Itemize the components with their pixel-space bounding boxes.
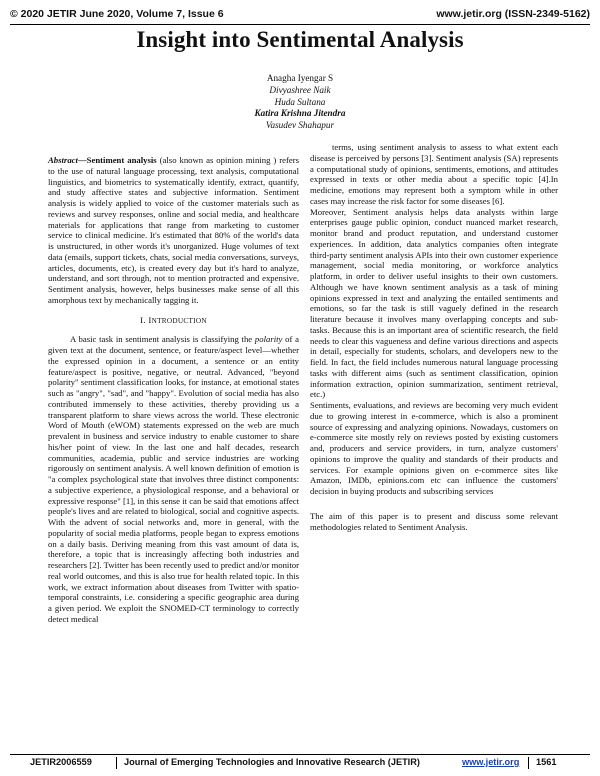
footer-rule (10, 754, 590, 755)
intro-text-start: A basic task in sentiment analysis is classifying the (70, 334, 255, 345)
intro-polarity-term: polarity (254, 334, 283, 345)
body-paragraph: Sentiments, evaluations, and reviews are becoming very much evident due to growing interest in e-commerce, which is also a prominent source of expressing and analyzing opinions. Nowadays, customers on e-commerce site mostly rely on reviews posted by existing customers and, producers and service providers, in turn, analyze customers' opinions to improve the quality and standards of their products and services. For example opinions given on e-commerce sites like Amazon, IMDb, epinions.com etc can influence the customers' decision in buying products and subscribing services (310, 400, 558, 496)
paper-code: JETIR2006559 (30, 757, 92, 767)
author-name: Vasudev Shahapur (265, 120, 335, 131)
author-name: Divyashree Naik (269, 84, 331, 95)
intro-paragraph (48, 334, 299, 624)
journal-website-link[interactable]: www.jetir.org (462, 757, 520, 767)
left-column (48, 155, 299, 625)
author-name: Katira Krishna Jitendra (254, 108, 346, 119)
section-heading-introduction (48, 315, 299, 327)
author-name: Anagha Iyengar S (266, 73, 334, 83)
footer-separator (528, 757, 529, 769)
page-header (10, 8, 590, 24)
paragraph-gap (310, 497, 558, 511)
body-paragraph: Moreover, Sentiment analysis helps data analysts within large enterprises gauge public opinion, conduct nuanced market research, monitor brand and product reputation, and understand customer experiences. In addition, data analytics companies often integrate third-party sentiment analysis APIs into their own customer experience management, social media monitoring, or workforce analytics platform, in order to deliver useful insights to their own customers. Although we have known sentiment analysis as a task of mining opinions expressed in text and analyzing the entailed sentiments and emotions, so far the task is still vaguely defined in the research literature because it involves many overlapping concepts and sub-tasks. Because this is an important area of scientific research, the field needs to clear this vagueness and define various directions and aspects in detail, especially for students, scholars, and developers new to the field. In fact, the field includes numerous natural language processing tasks with different aims (such as sentiment classification, opinion information extraction, opinion summarization, sentiment retrieval, etc.) (310, 206, 558, 400)
abstract-label: Abstract (48, 155, 78, 165)
body-paragraph: The aim of this paper is to present and discuss some relevant methodologies related to Sentiment Analysis. (310, 510, 558, 532)
paper-title: Insight into Sentimental Analysis (136, 27, 464, 52)
page-footer (10, 757, 590, 771)
abstract-keyword: Sentiment analysis (86, 155, 157, 165)
body-paragraph: terms, using sentiment analysis to assess to what extent each disease is perceived by persons [3]. Sentiment analysis (SA) represents a computational study of opinions, sentiments, emotions, and attitudes expressed in texts or other media about a specific topic [4].In medicine, emotions may represent both a symptom while in other cases may increase the risk factor for some diseases [6]. (310, 142, 558, 206)
section-title-rest: NTRODUCTION (151, 316, 207, 325)
right-column (310, 142, 558, 532)
abstract-text: (also known as opinion mining ) refers to the use of natural language processing, text analysis, computational linguistics, and biometrics to systematically identify, extract, quantify, and study affective states and subjective information. Sentiment analysis is widely applied to voice of the customer materials such as reviews and survey responses, online and social media, and healthcare materials for applications that range from marketing to customer service to clinical medicine. It's estimated that 80% of the world's data is unstructured, in other words it's unorganized. Huge volumes of text data (emails, support tickets, chats, social media conversations, surveys, articles, documents, etc), is created every day but it's hard to analyze, understand, and sort through, not to mention protracted and expensive. Sentiment analysis, however, helps businesses make sense of all this amorphous text by mechanically tagging it. (48, 155, 299, 305)
header-rule (10, 24, 590, 25)
page-number: 1561 (536, 757, 557, 767)
journal-name: Journal of Emerging Technologies and Innovative Research (JETIR) (124, 757, 420, 767)
abstract (48, 155, 299, 306)
section-numeral: I. (140, 314, 146, 325)
journal-website-issn: www.jetir.org (ISSN-2349-5162) (436, 8, 590, 20)
section-first-letter: I (148, 314, 152, 325)
abstract-dash: — (77, 155, 87, 165)
footer-separator (116, 757, 117, 769)
journal-issue-info: © 2020 JETIR June 2020, Volume 7, Issue 6 (10, 8, 224, 20)
intro-text-rest: of a given text at the document, sentence, or feature/aspect level—whether the expressed opinion in a document, a sentence or an entity feature/aspect is positive, negative, or neutral. Advanced, "beyond polarity" sentiment classification looks, for instance, at emotional states such as "angry", "sad", and "happy". Evolution of social media has also contributed immensely to these activities, thereby providing us a transparent platform to share views across the world. These electronic Word of Mouth (eWOM) statements expressed on the web are much prevalent in business and service industry to enable customer to share his/her point of view. In the last one and half decades, research communities, academia, public and service industries are working rigorously on sentiment analysis. A well known definition of emotion is "a complex psychological state that involves three distinct components: a subjective experience, a physiological response, and a behavioral or expressive response" [1], in this sense it can be said that emotions affect people's lives and are related to biological, social and cognitive aspects. With the advent of social networks and, more in general, with the popularity of social media platforms, people began to express emotions on a daily basis. Deriving meaning from this vast amount of data is, therefore, a topic that is increasingly affecting both industries and researchers [2]. Twitter has been recently used to predict and/or monitor real world outcomes, and this is also true for health related topic. In this work, we extract information about diseases from Twitter with spatio-temporal constraints, i.e. considering a specific geographic area during a given period. We exploit the SNOMED-CT terminology to correctly detect medical (48, 334, 300, 624)
author-name: Huda Sultana (274, 96, 326, 107)
author-list (0, 73, 600, 132)
